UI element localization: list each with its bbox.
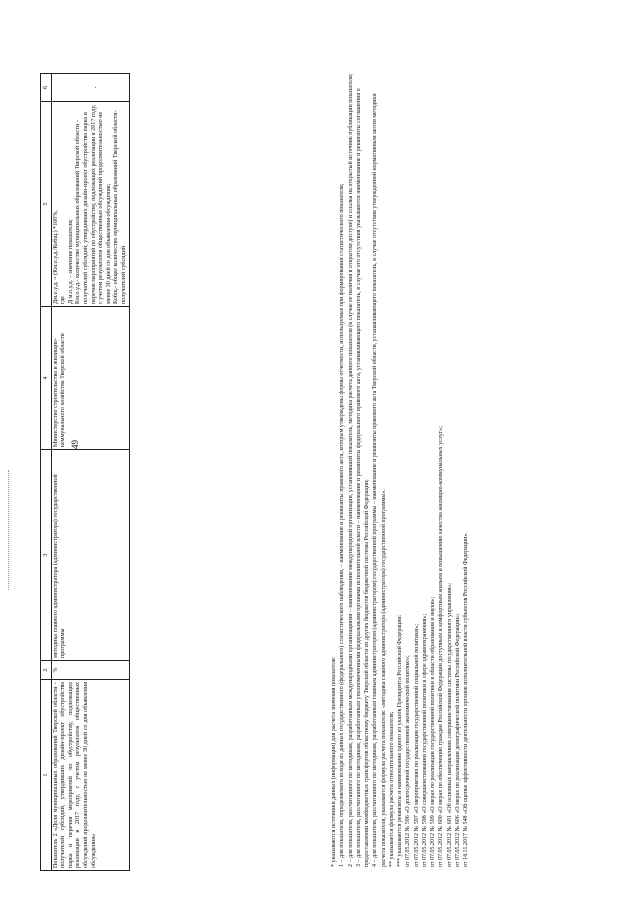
unit-cell: % [51, 661, 129, 680]
table-header-cell: 2 [41, 661, 52, 680]
methodology-cell: методика главного администратора (администратора) государственной программы [51, 450, 129, 661]
footnote-line: от 14.11.2017 № 548 «Об оценке эффективности деятельности органов исполнительной власти субъектов Российской Федерации». [463, 532, 470, 867]
footnote-line: от 07.05.2012 № 600 «О мерах по обеспечению граждан Российской Федерации доступным и комфортным жильем и повышению качества жилищно-коммунальных услуг»; [438, 426, 445, 867]
footnote-line: 1 – для показателя, определяемого исходя из данных государственного (федерального) статистического наблюдения, – наименование и реквизиты правового акта, которым утверждены формы отчетности, используемые при формировании статистического показателя; [339, 183, 346, 867]
footnote-line: ** указывается формула расчета относительного показателя; [388, 711, 395, 867]
table-header-cell: 6 [41, 74, 52, 102]
footnote-line: от 07.05.2012 № 597 «О мероприятиях по реализации государственной социальной политики»; [413, 623, 420, 867]
formula-text: Дм.о.у.д. = (Км.о.у.д./Кобщ.) *100%, [52, 210, 59, 304]
footnote-line: * указываются источники данных (информации) для расчета значения показателя: [331, 656, 337, 867]
indicator-name-cell: Показатель 2 «Доля муниципальных образований Тверской области - получателей субсидий, утвердивших дизайн-проект обустройства парка и перечня мероприятий по обустройству, подлежащих реализации в 2017 году, с учетом результатов общественных обсуждений продолжительностью не менее 30 дней со дня объявления обсуждения» [51, 680, 129, 871]
table-header-cell: 3 [41, 450, 52, 661]
formula-definition: Км.о.у.д.- количество муниципальных образований Тверской области - получателей субсидий, утвердивших дизайн-проект обустройства парка и перечня мероприятий по обустройству, подлежащих реализации в 2017 году, с учетом результатов общественных обсуждений продолжительностью не менее 30 дней со дня объявления обсуждения; [75, 104, 112, 304]
source-cell: Министерство строительства и жилищно-коммунального хозяйства Тверской области [51, 307, 129, 450]
footnotes [330, 73, 471, 867]
table-header-cell: 1 [41, 680, 52, 871]
indicator-table [40, 73, 130, 871]
footnote-line: от 07.05.2012 № 599 «О мерах по реализации государственной политики в области образования и науки»; [430, 596, 437, 867]
table-header-cell: 5 [41, 102, 52, 307]
formula-cell [51, 102, 129, 307]
formula-where: где [60, 295, 67, 304]
formula-definition: Д м.о.у.д. – значение показателя; [67, 219, 74, 304]
column-6-cell [51, 74, 129, 102]
footnote-line: от 07.05.2012 № 596 «О долгосрочной государственной экономической политике»; [405, 655, 412, 867]
table-header-row [41, 74, 52, 871]
table-row [51, 74, 129, 871]
footnote-line: *** указываются реквизиты и наименование одного из указов Президента Российской Федерации: [397, 614, 404, 867]
footnote-line: от 07.05.2012 № 601 «Об основных направлениях совершенствования системы государственного управления»; [446, 583, 453, 867]
page-number: 49 [70, 440, 80, 449]
footnote-line: 3 – для показателя, рассчитанного по методикам, разработанным уполномоченными федеральными органами исполнительной власти – наименование и реквизиты федерального правового акта, устанавливающего показатель, в случае его отсутствия указываются наименование и реквизиты соглашения о предоставлении межбюджетных трансфертов областному бюджету Тверской области из других бюджетов бюджетной системы Российской Федерации; [355, 88, 371, 867]
footnote-line: от 07.05.2012 № 606 «О мерах по реализации демографической политики Российской Федерации»; [454, 613, 461, 867]
column-6-value: - [92, 86, 99, 89]
table-header-cell: 4 [41, 307, 52, 450]
footnote-line: 4 – для показателя, рассчитанного по методикам, разработанным главным администратором (администратором) государственной программы – наименование и реквизиты правового акта Тверской области, устанавливающего показатель, в случае отсутствия утвержденной нормативным актом методики расчета показателя, указывается формула расчета показателя: «методика главного администратора (администратора) государственной программы». [372, 93, 387, 867]
rotated-page-content [40, 73, 560, 868]
footnote-line: 2 – для показателя, рассчитанного по методикам, разработанным международными организациями – наименование международной организации, установившей показатель, методика расчета данного показателя (в случае ее наличия в открытом доступе) и ссылка на открытый источник публикации показателя; [347, 73, 354, 867]
footnote-line: от 07.05.2012 № 598 «О совершенствовании государственной политики в сфере здравоохранения»; [421, 613, 428, 867]
formula-definition: Кобщ.- общее количество муниципальных образований Тверской области- получателей субсидий [113, 110, 127, 304]
binding-margin-line [8, 470, 11, 590]
